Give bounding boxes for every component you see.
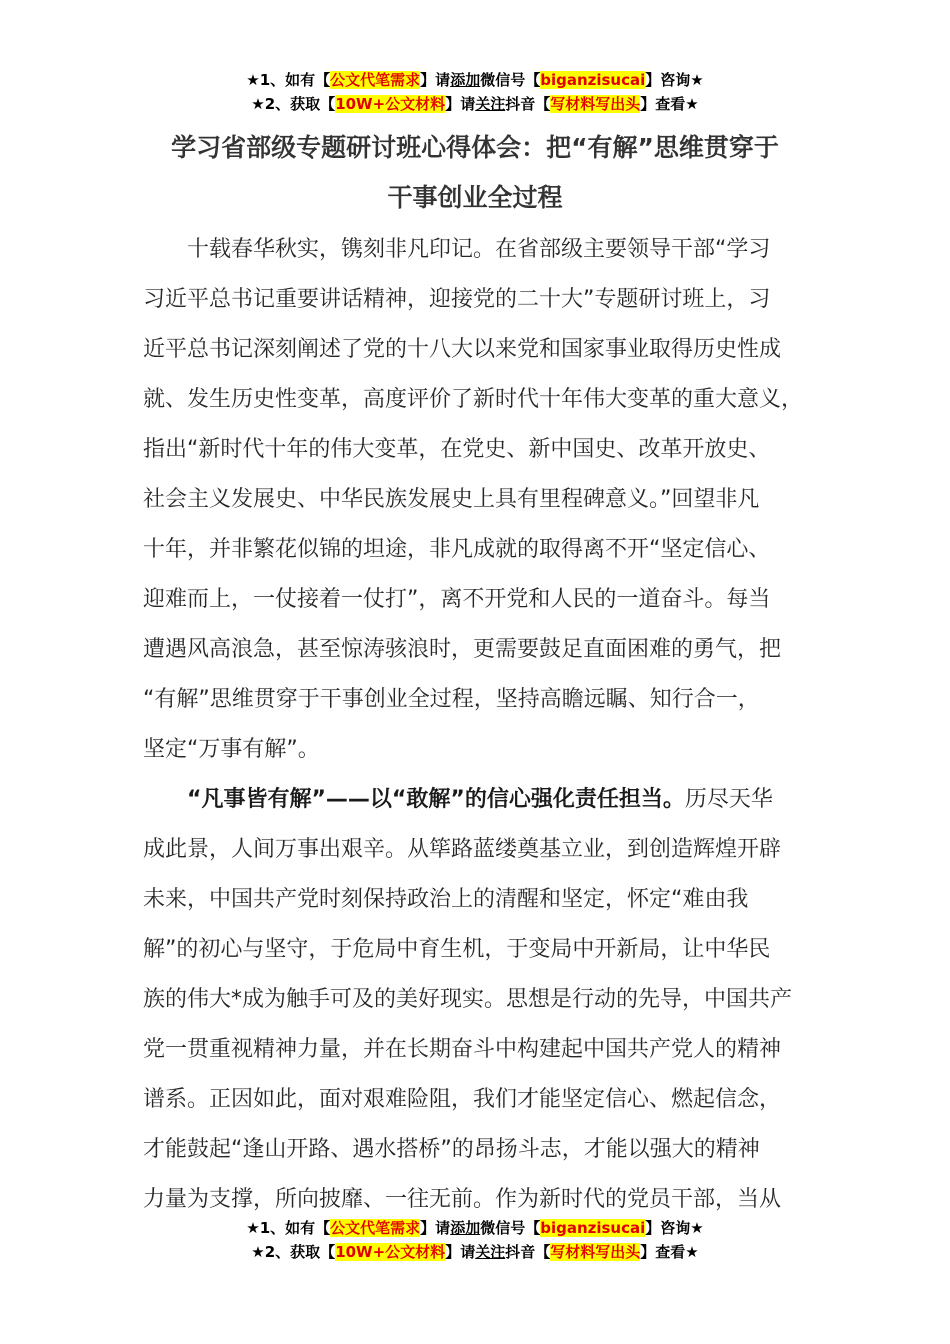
banner-text: 】请: [420, 71, 451, 89]
banner-underlined: 添加: [450, 71, 481, 89]
paragraph-line: 指出“新时代十年的伟大变革，在党史、新中国史、改革开放史、: [143, 437, 771, 462]
banner-line-1: [0, 1216, 950, 1240]
banner-text: 抖音【: [505, 1243, 551, 1261]
paragraph-lead-line: [143, 775, 833, 825]
banner-text: 】咨询★: [645, 1219, 704, 1237]
banner-text: 】咨询★: [645, 71, 704, 89]
banner-highlight: 10W+公文材料: [335, 1243, 446, 1261]
paragraph-line: 党一贯重视精神力量，并在长期奋斗中构建起中国共产党人的精神: [143, 1037, 782, 1062]
paragraph-line: 才能鼓起“逢山开路、遇水搭桥”的昂扬斗志，才能以强大的精神: [143, 1137, 760, 1162]
banner-line-1: [0, 68, 950, 92]
paragraph-line: “有解”思维贯穿于干事创业全过程，坚持高瞻远瞩、知行合一，: [143, 687, 760, 712]
banner-text: ★2、获取【: [251, 95, 336, 113]
banner-text: 】请: [420, 1219, 451, 1237]
paragraph-line: 十载春华秋实，镌刻非凡印记。在省部级主要领导干部“学习: [187, 237, 771, 262]
banner-text: 微信号【: [480, 1219, 541, 1237]
paragraph-line: 遭遇风高浪急，甚至惊涛骇浪时，更需要鼓足直面困难的勇气，把: [143, 637, 782, 662]
banner-text: 】请: [445, 1243, 476, 1261]
section-heading: “凡事皆有解”——以“敢解”的信心强化责任担当。: [187, 787, 685, 812]
banner-text: ★1、如有【: [246, 1219, 331, 1237]
paragraph-line: 力量为支撑，所向披靡、一往无前。作为新时代的党员干部，当从: [143, 1187, 782, 1212]
paragraph-line: 未来，中国共产党时刻保持政治上的清醒和坚定，怀定“难由我: [143, 887, 749, 912]
paragraph-line: 十年，并非繁花似锦的坦途，非凡成就的取得离不开“坚定信心、: [143, 537, 771, 562]
banner-underlined: 关注: [475, 1243, 506, 1261]
paragraph-line: 就、发生历史性变革，高度评价了新时代十年伟大变革的重大意义，: [143, 387, 804, 412]
paragraph-line: 迎难而上，一仗接着一仗打”，离不开党和人民的一道奋斗。每当: [143, 587, 771, 612]
page-title-line-2: 干事创业全过程: [387, 183, 563, 212]
banner-text: 】请: [445, 95, 476, 113]
banner-line-2: [0, 92, 950, 116]
banner-highlight: biganzisucai: [540, 1219, 646, 1237]
banner-text: ★1、如有【: [246, 71, 331, 89]
banner-underlined: 添加: [450, 1219, 481, 1237]
banner-highlight: 10W+公文材料: [335, 95, 446, 113]
paragraph-line: 成此景，人间万事出艰辛。从筚路蓝缕奠基立业，到创造辉煌开辟: [143, 837, 782, 862]
paragraph-line: 近平总书记深刻阐述了党的十八大以来党和国家事业取得历史性成: [143, 337, 782, 362]
document-body: [143, 225, 833, 1225]
paragraph-line: 坚定“万事有解”。: [143, 737, 320, 762]
top-banner: [0, 68, 950, 116]
banner-text: ★2、获取【: [251, 1243, 336, 1261]
banner-highlight: 写材料写出头: [550, 1243, 641, 1261]
banner-highlight: 写材料写出头: [550, 95, 641, 113]
banner-text: 】查看★: [640, 1243, 699, 1261]
banner-text: 抖音【: [505, 95, 551, 113]
bottom-banner: [0, 1216, 950, 1264]
paragraph-line: 解”的初心与坚守，于危局中育生机，于变局中开新局，让中华民: [143, 937, 771, 962]
paragraph-line: 社会主义发展史、中华民族发展史上具有里程碑意义。”回望非凡: [143, 487, 760, 512]
banner-highlight: biganzisucai: [540, 71, 646, 89]
paragraph-line: 习近平总书记重要讲话精神，迎接党的二十大”专题研讨班上，习: [143, 287, 771, 312]
banner-text: 微信号【: [480, 71, 541, 89]
banner-highlight: 公文代笔需求: [330, 71, 421, 89]
page-title-line-1: 学习省部级专题研讨班心得体会：把“有解”思维贯穿于: [171, 133, 779, 162]
paragraph-line: 族的伟大*成为触手可及的美好现实。思想是行动的先导，中国共产: [143, 987, 793, 1012]
banner-text: 】查看★: [640, 95, 699, 113]
banner-line-2: [0, 1240, 950, 1264]
paragraph-text: 历尽天华: [684, 787, 773, 812]
banner-highlight: 公文代笔需求: [330, 1219, 421, 1237]
paragraph-line: 谱系。正因如此，面对艰难险阻，我们才能坚定信心、燃起信念，: [143, 1087, 782, 1112]
banner-underlined: 关注: [475, 95, 506, 113]
